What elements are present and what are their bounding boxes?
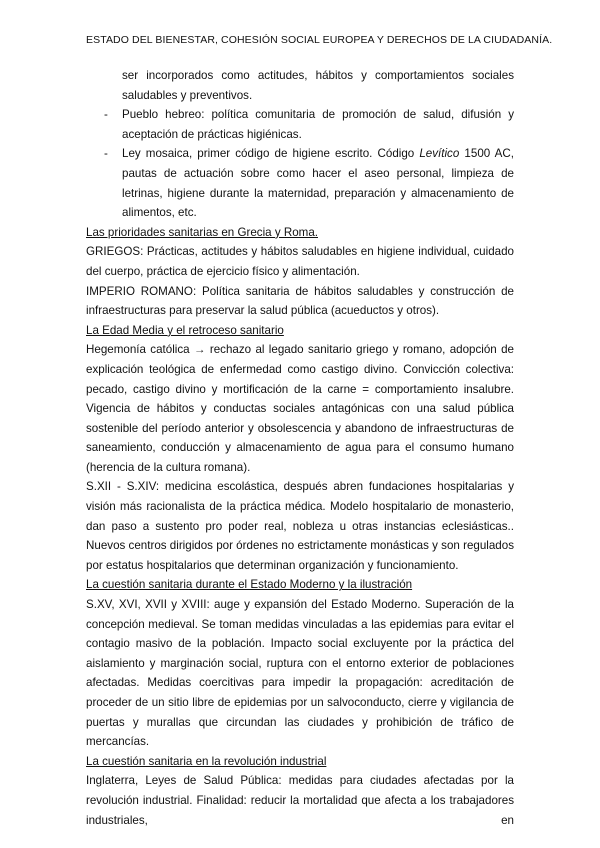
bullet-dash: - bbox=[104, 108, 108, 122]
bullet-dash: - bbox=[104, 147, 108, 161]
section-heading: La cuestión sanitaria en la revolución industrial bbox=[86, 754, 327, 768]
bullet-text bbox=[122, 144, 514, 222]
section-heading: Las prioridades sanitarias en Grecia y Roma. bbox=[86, 225, 318, 239]
section-paragraph: S.XII - S.XIV: medicina escolástica, después abren fundaciones hospitalarias y visión más racionalista de la práctica médica. Modelo hospitalario de monasterio, dan paso a sustento pro poder real, nobleza u otras instancias eclesiásticas.. Nuevos centros dirigidos por órdenes no estrictamente monásticas y son regulados por estatus hospitalarios que determinan organización y funcionamiento. bbox=[86, 480, 514, 572]
bullet-item bbox=[86, 144, 514, 222]
section-paragraph: GRIEGOS: Prácticas, actitudes y hábitos saludables en higiene individual, cuidado del cuerpo, práctica de ejercicio físico y alimentación. bbox=[86, 245, 514, 278]
running-header: ESTADO DEL BIENESTAR, COHESIÓN SOCIAL EUROPEA Y DERECHOS DE LA CIUDADANÍA. bbox=[86, 34, 553, 46]
section-paragraph: IMPERIO ROMANO: Política sanitaria de hábitos saludables y construcción de infraestructuras para preservar la salud pública (acueductos y otros). bbox=[86, 284, 514, 318]
bullet-item bbox=[86, 105, 514, 144]
page-body bbox=[86, 66, 514, 830]
section-heading: La Edad Media y el retroceso sanitario bbox=[86, 323, 284, 337]
bullet-text-before: Ley mosaica, primer código de higiene escrito. Código bbox=[122, 147, 420, 161]
intro-continuation: ser incorporados como actitudes, hábitos y comportamientos sociales saludables y preventivos. bbox=[122, 69, 514, 102]
section-heading: La cuestión sanitaria durante el Estado Moderno y la ilustración bbox=[86, 578, 413, 592]
section-paragraph: Inglaterra, Leyes de Salud Pública: medidas para ciudades afectadas por la revolución industrial. Finalidad: reducir la mortalidad que afecta a los trabajadores industriales, en bbox=[86, 774, 514, 827]
section-paragraph: Hegemonía católica → rechazo al legado sanitario griego y romano, adopción de explicación teológica de enfermedad como castigo divino. Convicción colectiva: pecado, castigo divino y mortificación de la carne = comportamiento insalubre. Vigencia de hábitos y conductas sociales antagónicas con una salud pública sostenible del período anterior y obsolescencia y abandono de infraestructuras de saneamiento, conducción y almacenamiento de agua para el consumo humano (herencia de la cultura romana). bbox=[86, 343, 514, 474]
bullet-text: Pueblo hebreo: política comunitaria de promoción de salud, difusión y aceptación de prácticas higiénicas. bbox=[122, 108, 514, 141]
bullet-text-after: 1500 AC, pautas de actuación sobre como hacer el aseo personal, limpieza de letrinas, higiene durante la maternidad, preparación y almacenamiento de alimentos, etc. bbox=[122, 147, 515, 220]
section-paragraph: S.XV, XVI, XVII y XVIII: auge y expansión del Estado Moderno. Superación de la concepción medieval. Se toman medidas vinculadas a las epidemias para evitar el contagio masivo de la población. Impacto social excluyente por la práctica del aislamiento y marginación social, ruptura con el entorno exterior de poblaciones afectadas. Medidas coercitivas para impedir la propagación: acreditación de proceder de un sitio libre de epidemias por un salvoconducto, cierre y vigilancia de puertas y murallas que circundan las ciudades y prohibición de tráfico de mercancías. bbox=[86, 598, 514, 749]
italic-term: Levítico bbox=[419, 147, 460, 161]
